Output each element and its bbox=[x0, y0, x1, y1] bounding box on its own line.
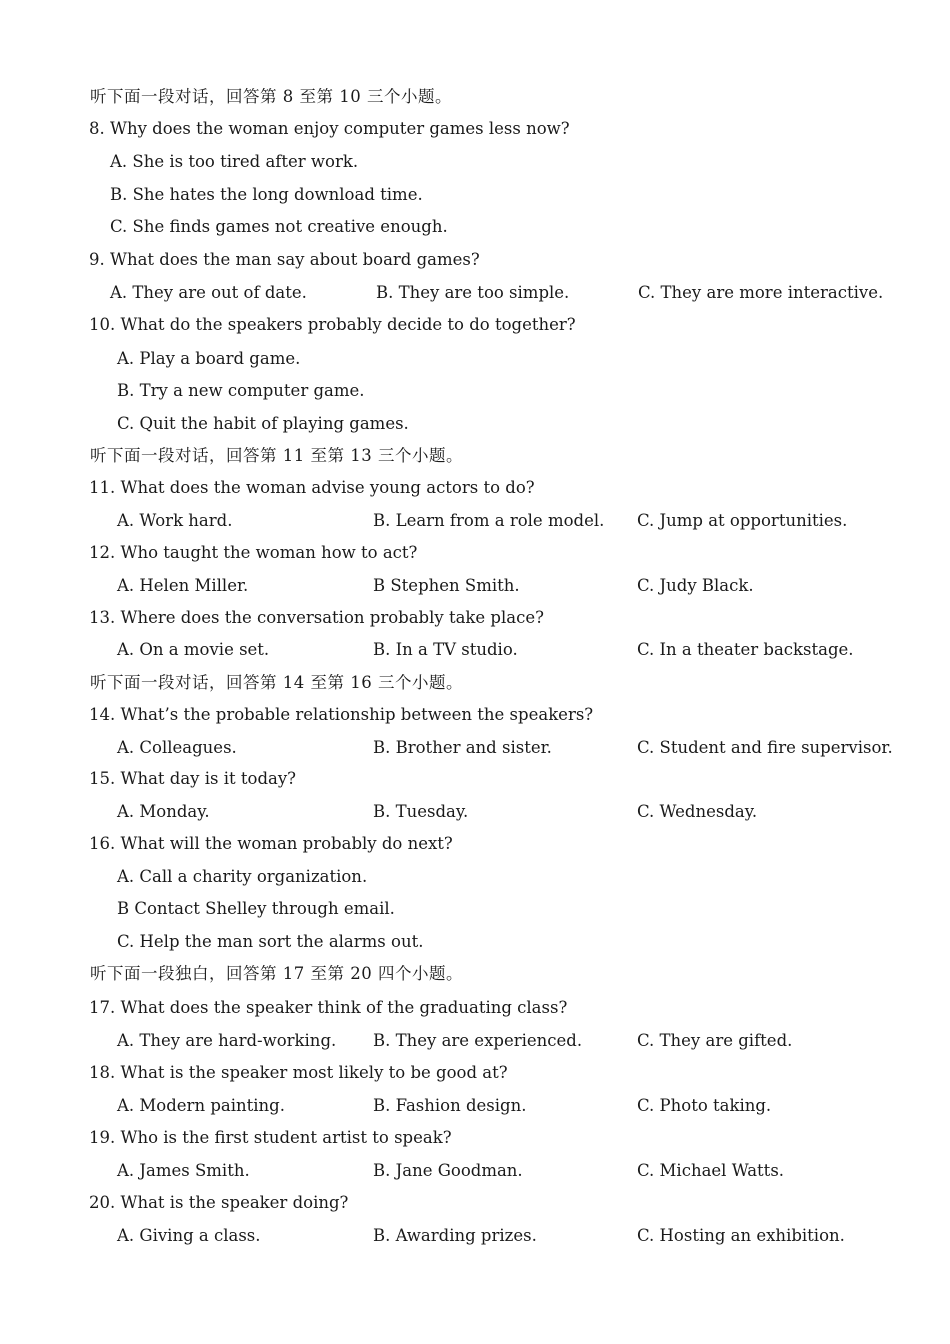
option-b: B. Fashion design. bbox=[373, 1096, 527, 1115]
section-heading: 听下面一段对话，回答第 11 至第 13 三个小题。 bbox=[90, 446, 463, 465]
option-a: A. James Smith. bbox=[117, 1161, 250, 1180]
option-a: A. Monday. bbox=[117, 802, 210, 821]
section-heading: 听下面一段对话，回答第 14 至第 16 三个小题。 bbox=[90, 673, 463, 692]
option-c: C. Jump at opportunities. bbox=[637, 511, 848, 530]
question-10-option-b: B. Try a new computer game. bbox=[117, 381, 365, 400]
question-20-stem: 20. What is the speaker doing? bbox=[89, 1193, 349, 1212]
option-b: B. They are too simple. bbox=[376, 283, 570, 302]
question-14-stem: 14. What’s the probable relationship between the speakers? bbox=[89, 705, 594, 724]
option-b: B. Brother and sister. bbox=[373, 738, 552, 757]
option-a: A. On a movie set. bbox=[117, 640, 270, 659]
option-b: B. Tuesday. bbox=[373, 802, 469, 821]
option-c: C. In a theater backstage. bbox=[637, 640, 854, 659]
option-c: C. They are more interactive. bbox=[638, 283, 884, 302]
question-19-stem: 19. Who is the first student artist to speak? bbox=[89, 1128, 452, 1147]
option-a: A. They are hard-working. bbox=[117, 1031, 337, 1050]
option-c: C. Student and fire supervisor. bbox=[637, 738, 893, 757]
option-a: A. Work hard. bbox=[117, 511, 233, 530]
option-c: C. Photo taking. bbox=[637, 1096, 772, 1115]
question-16-stem: 16. What will the woman probably do next? bbox=[89, 834, 453, 853]
question-16-option-a: A. Call a charity organization. bbox=[117, 867, 368, 886]
section-heading: 听下面一段对话，回答第 8 至第 10 三个小题。 bbox=[90, 87, 452, 106]
section-heading: 听下面一段独白，回答第 17 至第 20 四个小题。 bbox=[90, 964, 463, 983]
question-10-option-c: C. Quit the habit of playing games. bbox=[117, 414, 409, 433]
question-11-stem: 11. What does the woman advise young actors to do? bbox=[89, 478, 535, 497]
question-12-stem: 12. Who taught the woman how to act? bbox=[89, 543, 418, 562]
option-c: C. They are gifted. bbox=[637, 1031, 793, 1050]
option-b: B. Awarding prizes. bbox=[373, 1226, 537, 1245]
question-16-option-c: C. Help the man sort the alarms out. bbox=[117, 932, 424, 951]
option-b: B. They are experienced. bbox=[373, 1031, 583, 1050]
option-a: A. Helen Miller. bbox=[117, 576, 249, 595]
option-c: C. Wednesday. bbox=[637, 802, 758, 821]
option-b: B. Learn from a role model. bbox=[373, 511, 605, 530]
option-a: A. Giving a class. bbox=[117, 1226, 261, 1245]
option-a: A. Modern painting. bbox=[117, 1096, 285, 1115]
question-10-stem: 10. What do the speakers probably decide to do together? bbox=[89, 315, 576, 334]
question-10-option-a: A. Play a board game. bbox=[117, 349, 301, 368]
option-c: C. Hosting an exhibition. bbox=[637, 1226, 845, 1245]
question-8-option-c: C. She finds games not creative enough. bbox=[110, 217, 448, 236]
question-9-stem: 9. What does the man say about board games? bbox=[89, 250, 480, 269]
question-8-stem: 8. Why does the woman enjoy computer games less now? bbox=[89, 119, 570, 138]
option-c: C. Judy Black. bbox=[637, 576, 754, 595]
question-16-option-b: B Contact Shelley through email. bbox=[117, 899, 395, 918]
question-15-stem: 15. What day is it today? bbox=[89, 769, 297, 788]
question-18-stem: 18. What is the speaker most likely to be good at? bbox=[89, 1063, 508, 1082]
option-b: B. In a TV studio. bbox=[373, 640, 518, 659]
option-b: B. Jane Goodman. bbox=[373, 1161, 523, 1180]
question-13-stem: 13. Where does the conversation probably take place? bbox=[89, 608, 544, 627]
question-17-stem: 17. What does the speaker think of the graduating class? bbox=[89, 998, 568, 1017]
question-8-option-a: A. She is too tired after work. bbox=[110, 152, 359, 171]
option-c: C. Michael Watts. bbox=[637, 1161, 785, 1180]
option-a: A. Colleagues. bbox=[117, 738, 237, 757]
option-a: A. They are out of date. bbox=[110, 283, 307, 302]
option-b: B Stephen Smith. bbox=[373, 576, 520, 595]
question-8-option-b: B. She hates the long download time. bbox=[110, 185, 423, 204]
